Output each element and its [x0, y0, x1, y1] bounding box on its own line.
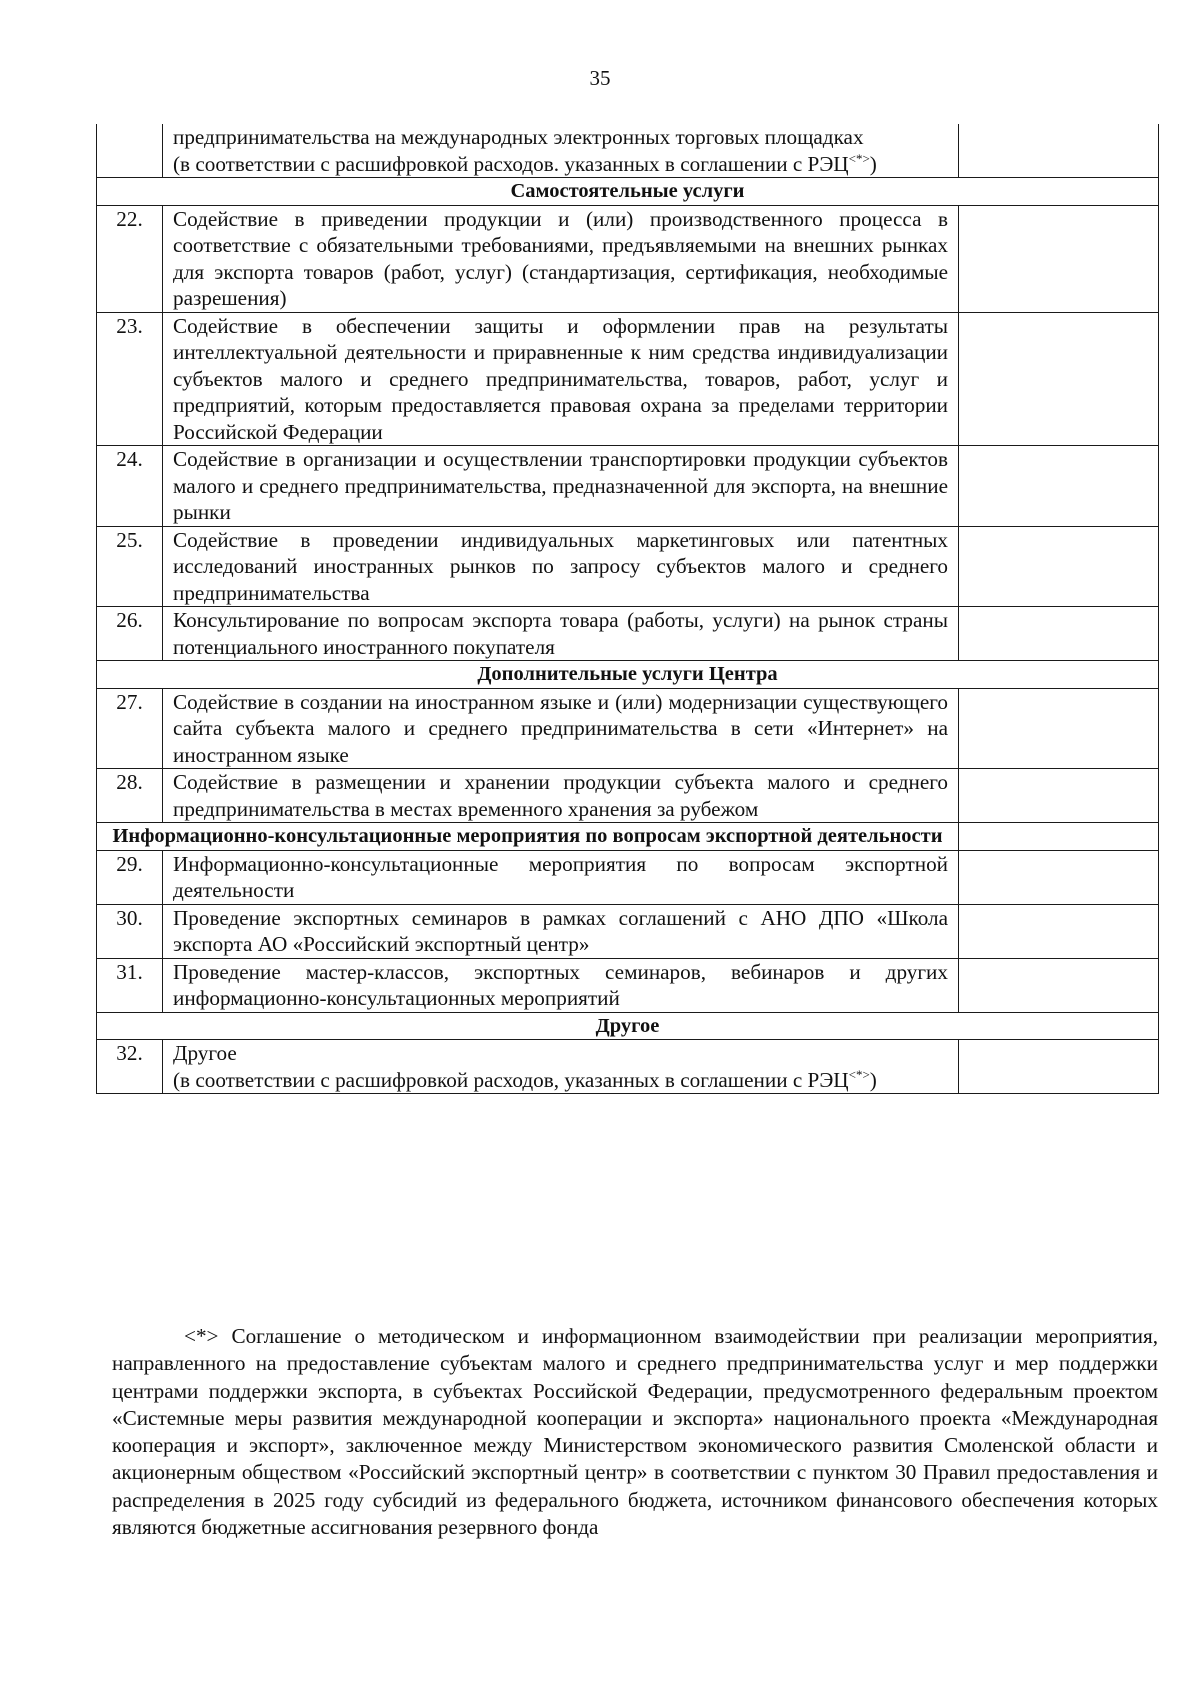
- row-number: 22.: [97, 205, 163, 312]
- row-description: Содействие в приведении продукции и (или) производственного процесса в соответствие с обязательными требованиями, предъявляемыми на внешних рынках для экспорта товаров (работ, услуг) (стандартизация, сертификация, необходимые разрешения): [163, 205, 959, 312]
- section-title-own: Самостоятельные услуги: [97, 178, 1159, 206]
- continuation-text: предпринимательства на международных электронных торговых площадках: [173, 125, 864, 149]
- table-row: [97, 688, 1159, 769]
- row-description: Другое: [173, 1041, 237, 1065]
- row-number: 31.: [97, 958, 163, 1012]
- footnote: [112, 1323, 1158, 1541]
- footnote-marker: <*>: [848, 150, 870, 166]
- row-extra-cell: [959, 823, 1159, 851]
- row-number: 30.: [97, 904, 163, 958]
- row-extra-cell: [959, 446, 1159, 527]
- table-row: [97, 526, 1159, 607]
- row-description: Проведение мастер-классов, экспортных семинаров, вебинаров и других информационно-консультационных мероприятий: [163, 958, 959, 1012]
- section-title-extra: Дополнительные услуги Центра: [97, 661, 1159, 689]
- row-extra-cell: [959, 607, 1159, 661]
- table-row: [97, 850, 1159, 904]
- row-note-end: РЭЦ: [807, 1067, 849, 1092]
- section-title-other: Другое: [97, 1012, 1159, 1040]
- section-title-info: Информационно-консультационные мероприятия по вопросам экспортной деятельности: [97, 823, 959, 851]
- row-description-cell: [163, 1040, 959, 1094]
- row-number: 24.: [97, 446, 163, 527]
- row-description: Проведение экспортных семинаров в рамках соглашений с АНО ДПО «Школа экспорта АО «Российский экспортный центр»: [163, 904, 959, 958]
- row-number: 27.: [97, 688, 163, 769]
- footnote-paragraph: [112, 1323, 1158, 1541]
- row-number: 29.: [97, 850, 163, 904]
- continuation-note-text: (в соответствии с расшифровкой расходов. указанных в соглашении с: [173, 151, 803, 176]
- table-row: [97, 446, 1159, 527]
- row-number: 23.: [97, 312, 163, 446]
- row-extra-cell: [959, 688, 1159, 769]
- row-number: 26.: [97, 607, 163, 661]
- table-row: [97, 1040, 1159, 1094]
- page-number: 35: [589, 66, 611, 90]
- footnote-marker: <*>: [848, 1066, 870, 1082]
- row-description: Содействие в обеспечении защиты и оформлении прав на результаты интеллектуальной деятельности и приравненные к ним средства индивидуализации субъектов малого и среднего предпринимательства, товаров, работ, услуг и предприятий, которым предоставляется правовая охрана за пределами территории Российской Федерации: [163, 312, 959, 446]
- row-extra-cell: [959, 526, 1159, 607]
- row-description: Содействие в проведении индивидуальных маркетинговых или патентных исследований иностранных рынков по запросу субъектов малого и среднего предпринимательства: [163, 526, 959, 607]
- row-extra-cell: [959, 124, 1159, 178]
- row-extra-cell: [959, 769, 1159, 823]
- row-description: Содействие в создании на иностранном языке и (или) модернизации существующего сайта субъекта малого и среднего предпринимательства в сети «Интернет» на иностранном языке: [163, 688, 959, 769]
- row-extra-cell: [959, 1040, 1159, 1094]
- table-row: [97, 607, 1159, 661]
- row-number: 32.: [97, 1040, 163, 1094]
- table-row: [97, 312, 1159, 446]
- section-row-own: [97, 178, 1159, 206]
- row-extra-cell: [959, 904, 1159, 958]
- section-row-info: [97, 823, 1159, 851]
- section-row-extra: [97, 661, 1159, 689]
- row-note-close: ): [869, 1067, 877, 1092]
- row-description: Информационно-консультационные мероприятия по вопросам экспортной деятельности: [163, 850, 959, 904]
- table-row-continuation: [97, 124, 1159, 178]
- row-note-text: (в соответствии с расшифровкой расходов, указанных в соглашении с: [173, 1067, 803, 1092]
- table-row: [97, 769, 1159, 823]
- row-extra-cell: [959, 958, 1159, 1012]
- row-extra-cell: [959, 850, 1159, 904]
- footnote-marker: <*>: [184, 1324, 219, 1348]
- continuation-note-end: РЭЦ: [807, 151, 849, 176]
- row-extra-cell: [959, 312, 1159, 446]
- footnote-text: Соглашение о методическом и информационном взаимодействии при реализации мероприятия, направленного на предоставление субъектам малого и среднего предпринимательства услуг и мер поддержки центрами поддержки экспорта, в субъектах Российской Федерации, предусмотренного федеральным проектом «Системные меры развития международной кооперации и экспорта» национального проекта «Международная кооперация и экспорт», заключенное между Министерством экономического развития Смоленской области и акционерным обществом «Российский экспортный центр» в соответствии с пунктом 30 Правил предоставления и распределения в 2025 году субсидий из федерального бюджета, источником финансового обеспечения которых являются бюджетные ассигнования резервного фонда: [112, 1324, 1158, 1540]
- continuation-note: [173, 151, 948, 178]
- services-table: [96, 124, 1159, 1094]
- row-extra-cell: [959, 205, 1159, 312]
- row-description-cell: [163, 124, 959, 178]
- table-row: [97, 904, 1159, 958]
- row-description: Содействие в размещении и хранении продукции субъекта малого и среднего предпринимательства в местах временного хранения за рубежом: [163, 769, 959, 823]
- row-number-cell: [97, 124, 163, 178]
- row-description: Консультирование по вопросам экспорта товара (работы, услуги) на рынок страны потенциального иностранного покупателя: [163, 607, 959, 661]
- table-row: [97, 958, 1159, 1012]
- row-number: 28.: [97, 769, 163, 823]
- continuation-note-close: ): [869, 151, 877, 176]
- section-row-other: [97, 1012, 1159, 1040]
- row-number: 25.: [97, 526, 163, 607]
- row-note: [173, 1067, 948, 1094]
- table-row: [97, 205, 1159, 312]
- row-description: Содействие в организации и осуществлении транспортировки продукции субъектов малого и среднего предпринимательства, предназначенной для экспорта, на внешние рынки: [163, 446, 959, 527]
